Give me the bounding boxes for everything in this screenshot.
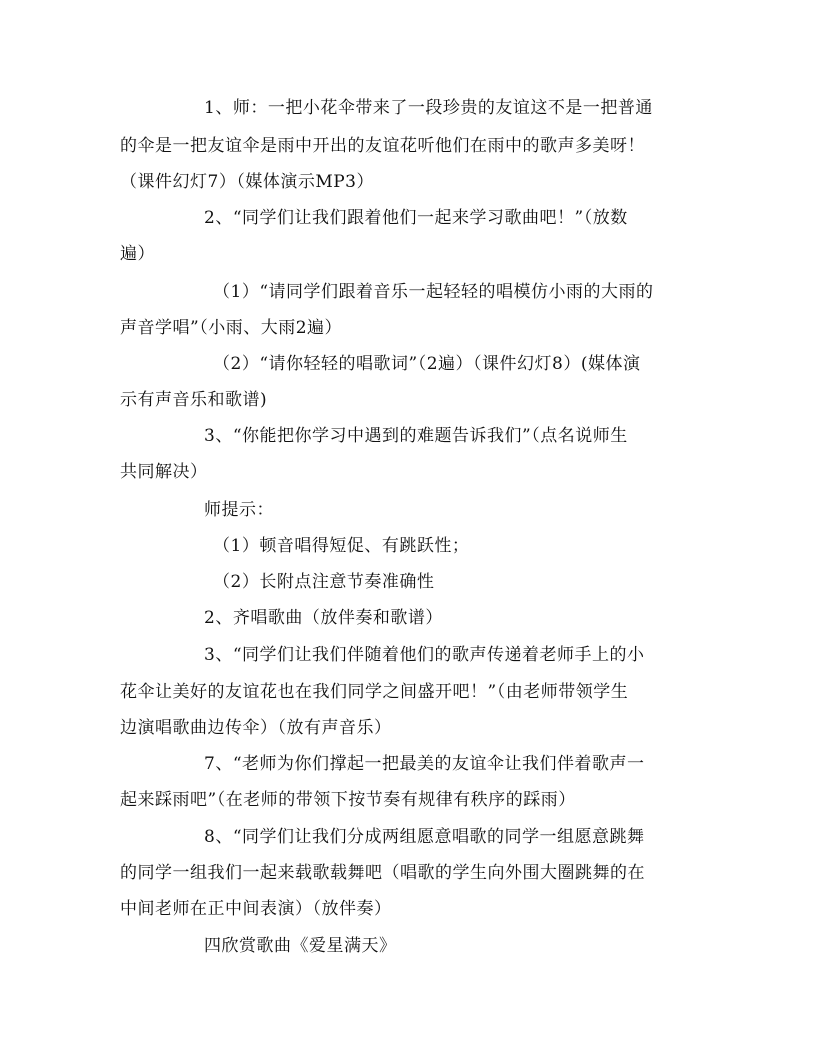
text-line-22: 的同学一组我们一起来载歌载舞吧（唱歌的学生向外围大圈跳舞的在	[120, 863, 645, 883]
text-line-21: 8、“同学们让我们分成两组愿意唱歌的同学一组愿意跳舞	[204, 827, 645, 847]
text-line-13: （1）顿音唱得短促、有跳跃性；	[213, 536, 470, 556]
text-line-17: 花伞让美好的友谊花也在我们同学之间盛开吧！”（由老师带领学生	[120, 682, 629, 702]
text-line-5: 遍）	[120, 244, 155, 264]
text-line-12: 师提示：	[204, 500, 274, 520]
text-line-3: （课件幻灯7）（媒体演示MP3）	[120, 172, 374, 192]
text-line-16: 3、“同学们让我们伴随着他们的歌声传递着老师手上的小	[204, 645, 645, 665]
text-line-2: 的伞是一把友谊伞是雨中开出的友谊花听他们在雨中的歌声多美呀！	[120, 136, 645, 156]
text-line-20: 起来踩雨吧”（在老师的带领下按节奏有规律有秩序的踩雨）	[120, 790, 576, 810]
text-line-9: 示有声音乐和歌谱)	[120, 390, 268, 410]
text-line-4: 2、“同学们让我们跟着他们一起来学习歌曲吧！”（放数	[204, 208, 628, 228]
text-line-19: 7、“老师为你们撑起一把最美的友谊伞让我们伴着歌声一	[204, 754, 645, 774]
text-line-10: 3、“你能把你学习中遇到的难题告诉我们”（点名说师生	[204, 426, 628, 446]
text-line-7: 声音学唱”（小雨、大雨2遍）	[120, 318, 343, 338]
text-line-23: 中间老师在正中间表演）（放伴奏）	[120, 899, 392, 919]
text-line-15: 2、齐唱歌曲（放伴奏和歌谱）	[204, 608, 443, 628]
text-line-11: 共同解决）	[120, 462, 208, 482]
text-line-1: 1、师：一把小花伞带来了一段珍贵的友谊这不是一把普通	[204, 98, 653, 118]
text-line-6: （1）“请同学们跟着音乐一起轻轻的唱模仿小雨的大雨的	[213, 282, 654, 302]
text-line-24: 四欣赏歌曲《爱星满天》	[204, 936, 397, 956]
text-line-14: （2）长附点注意节奏准确性	[213, 572, 435, 592]
text-line-8: （2）“请你轻轻的唱歌词”（2遍）（课件幻灯8）(媒体演	[213, 354, 641, 374]
text-line-18: 边演唱歌曲边传伞）（放有声音乐）	[120, 718, 392, 738]
